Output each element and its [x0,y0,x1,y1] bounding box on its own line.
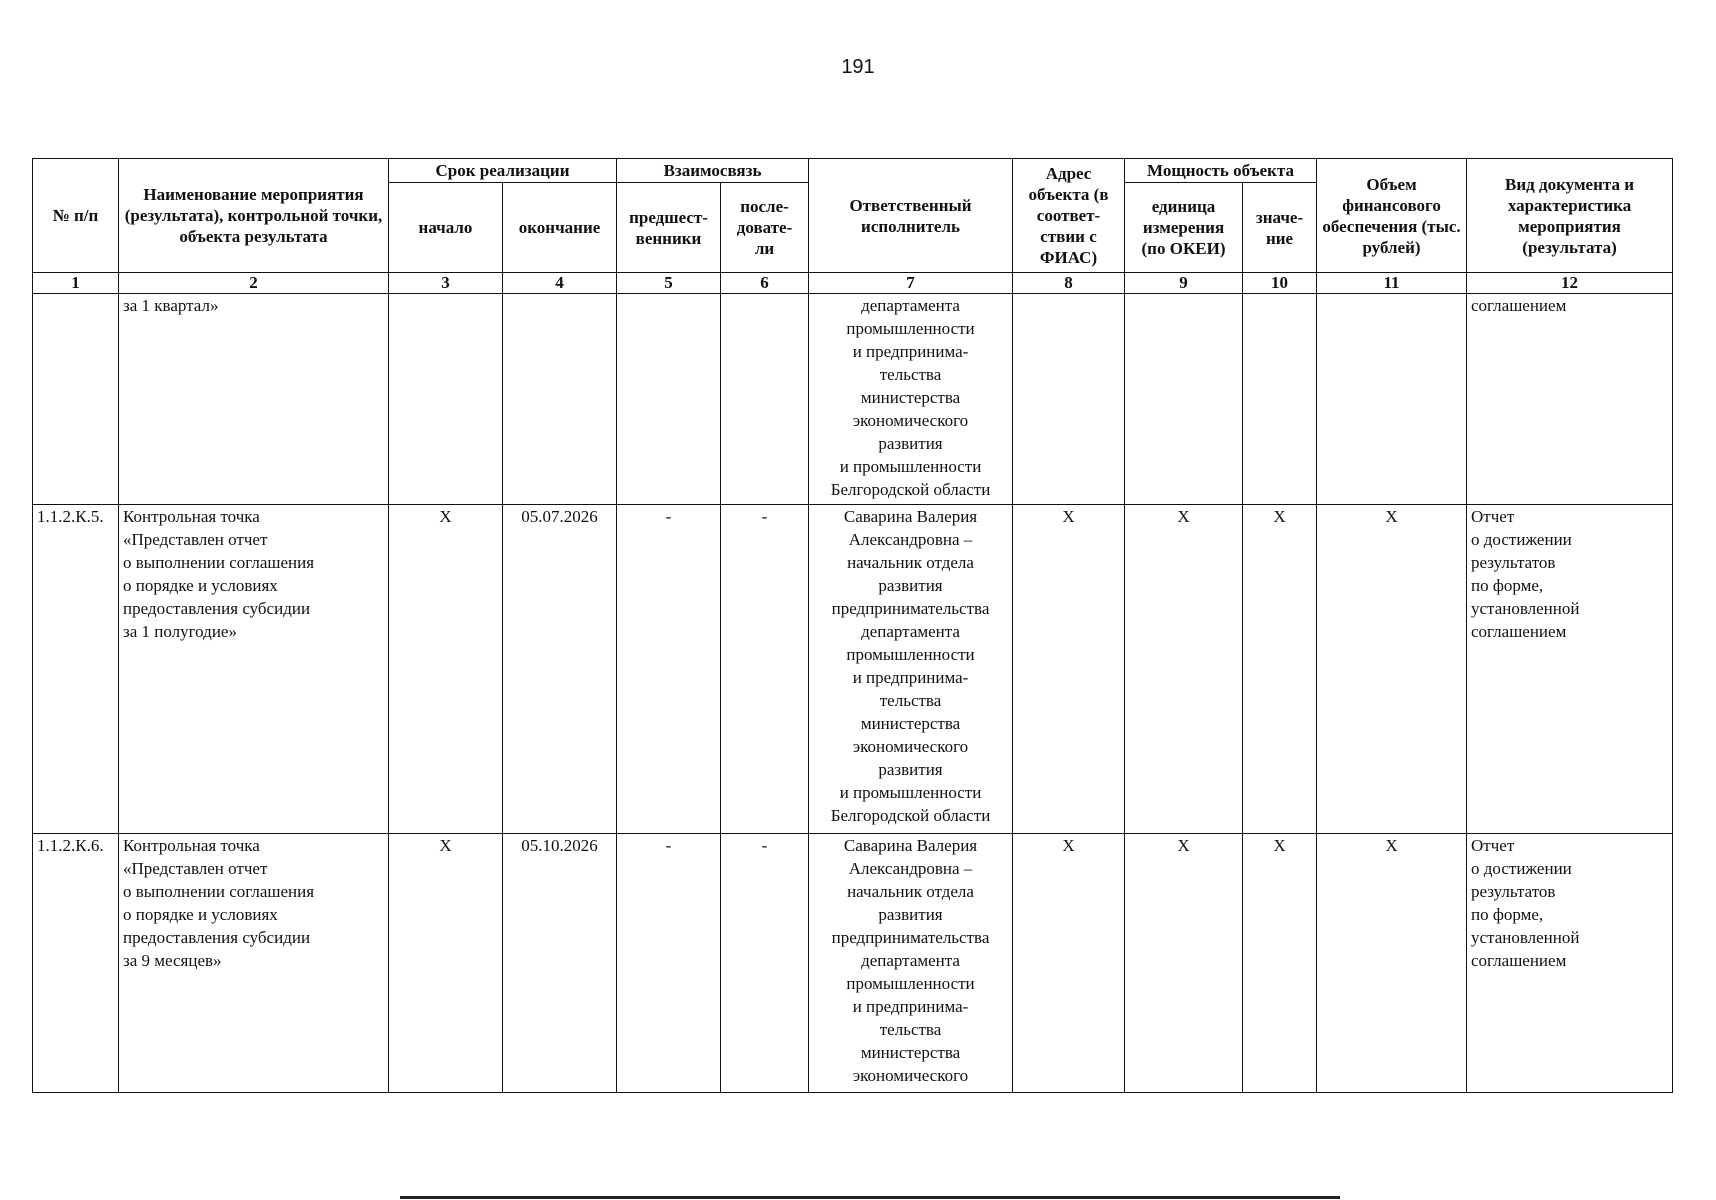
column-number: 9 [1125,273,1243,294]
row-responsible-line: и предпринима- [852,668,969,687]
row-responsible-cell [809,834,1013,1093]
row-end-cell: 05.10.2026 [503,834,617,1093]
row-value-cell: X [1243,834,1317,1093]
row-document-line: по форме, [1471,905,1544,924]
row-number-cell: 1.1.2.К.5. [33,505,119,834]
row-number-cell: 1.1.2.К.6. [33,834,119,1093]
row-financing-cell: X [1317,505,1467,834]
row-responsible-line: развития [878,760,943,779]
row-address-cell [1013,294,1125,505]
row-successors-cell: - [721,505,809,834]
header-name: Наименование мероприятия (результата), контрольной точки, объекта результата [119,159,389,273]
row-responsible-cell [809,294,1013,505]
row-responsible-line: и предпринима- [852,342,969,361]
row-responsible-line: Белгородской области [830,480,991,499]
row-financing-cell: X [1317,834,1467,1093]
row-responsible-line: начальник отдела [847,882,974,901]
row-unit-cell: X [1125,505,1243,834]
row-document-cell [1467,505,1673,834]
row-name-line: за 1 полугодие» [123,622,237,641]
row-document-line: о достижении [1471,530,1572,549]
row-name-line: «Представлен отчет [123,859,268,878]
header-term-group: Срок реализации [389,159,617,183]
header-power-group: Мощность объекта [1125,159,1317,183]
column-number: 4 [503,273,617,294]
row-responsible-line: Александровна – [848,530,973,549]
page-number: 191 [841,56,875,78]
row-name-cell [119,505,389,834]
row-responsible-cell [809,505,1013,834]
scan-edge-line [400,1196,1340,1199]
row-start-cell: X [389,505,503,834]
row-responsible-line: начальник отдела [847,553,974,572]
row-responsible-line: департамента [861,296,960,315]
row-responsible-line: промышленности [846,645,975,664]
row-address-cell: X [1013,505,1125,834]
row-name-line: предоставления субсидии [123,928,311,947]
header-financing: Объем финансового обеспечения (тыс. рублей) [1317,159,1467,273]
row-document-line: соглашением [1471,622,1567,641]
row-document-line: Отчет [1471,507,1515,526]
row-end-cell [503,294,617,505]
row-document-line: результатов [1471,553,1556,572]
table-row [33,294,1673,505]
row-name-line: о порядке и условиях [123,905,278,924]
row-name-line: о выполнении соглашения [123,553,315,572]
row-value-cell: X [1243,505,1317,834]
header-responsible: Ответственный исполнитель [809,159,1013,273]
row-name-line: предоставления субсидии [123,599,311,618]
header-address: Адрес объекта (в соответ- ствии с ФИАС) [1013,159,1125,273]
row-responsible-line: и промышленности [839,783,982,802]
header-successors: после- довате- ли [721,183,809,273]
row-responsible-line: тельства [879,691,942,710]
row-responsible-line: промышленности [846,319,975,338]
row-responsible-line: экономического [852,1066,969,1085]
column-number: 11 [1317,273,1467,294]
header-value: значе- ние [1243,183,1317,273]
row-document-line: Отчет [1471,836,1515,855]
row-document-cell [1467,834,1673,1093]
row-responsible-line: тельства [879,365,942,384]
row-name-cell [119,834,389,1093]
row-responsible-line: предпринимательства [831,928,990,947]
row-responsible-line: Белгородской области [830,806,991,825]
row-successors-cell: - [721,834,809,1093]
row-name-line: о порядке и условиях [123,576,278,595]
column-number: 10 [1243,273,1317,294]
row-responsible-line: промышленности [846,974,975,993]
row-name-line: Контрольная точка [123,507,260,526]
row-document-line: по форме, [1471,576,1544,595]
row-document-line: соглашением [1471,296,1567,315]
column-number: 2 [119,273,389,294]
row-responsible-line: министерства [860,1043,961,1062]
row-number-cell [33,294,119,505]
row-name-cell [119,294,389,505]
header-document: Вид документа и характеристика мероприятия (результата) [1467,159,1673,273]
row-document-line: установленной [1471,599,1580,618]
header-start: начало [389,183,503,273]
row-financing-cell [1317,294,1467,505]
row-responsible-line: предпринимательства [831,599,990,618]
header-link-group: Взаимосвязь [617,159,809,183]
row-name-line: «Представлен отчет [123,530,268,549]
header-predecessors: предшест- венники [617,183,721,273]
header-num: № п/п [33,159,119,273]
row-address-cell: X [1013,834,1125,1093]
row-responsible-line: департамента [861,622,960,641]
row-responsible-line: экономического [852,411,969,430]
column-number: 12 [1467,273,1673,294]
row-responsible-line: министерства [860,714,961,733]
row-name-line: о выполнении соглашения [123,882,315,901]
row-unit-cell [1125,294,1243,505]
row-responsible-line: Саварина Валерия [843,507,978,526]
row-predecessors-cell: - [617,505,721,834]
row-predecessors-cell: - [617,834,721,1093]
row-document-cell [1467,294,1673,505]
row-responsible-line: развития [878,434,943,453]
row-responsible-line: развития [878,576,943,595]
row-document-line: соглашением [1471,951,1567,970]
row-responsible-line: и промышленности [839,457,982,476]
column-number: 1 [33,273,119,294]
row-start-cell: X [389,834,503,1093]
table-row [33,834,1673,1093]
row-end-cell: 05.07.2026 [503,505,617,834]
column-number: 7 [809,273,1013,294]
row-start-cell [389,294,503,505]
row-name-line: Контрольная точка [123,836,260,855]
column-number: 3 [389,273,503,294]
row-document-line: результатов [1471,882,1556,901]
row-responsible-line: министерства [860,388,961,407]
column-number: 8 [1013,273,1125,294]
row-name-line: за 9 месяцев» [123,951,222,970]
plan-table [32,158,1673,1093]
table-body [33,294,1673,1093]
row-unit-cell: X [1125,834,1243,1093]
column-number: 6 [721,273,809,294]
row-responsible-line: экономического [852,737,969,756]
column-number-row [33,273,1673,294]
column-number: 5 [617,273,721,294]
row-document-line: установленной [1471,928,1580,947]
header-unit: единица измерения (по ОКЕИ) [1125,183,1243,273]
row-responsible-line: и предпринима- [852,997,969,1016]
row-responsible-line: Саварина Валерия [843,836,978,855]
row-document-line: о достижении [1471,859,1572,878]
row-responsible-line: развития [878,905,943,924]
row-responsible-line: департамента [861,951,960,970]
row-responsible-line: тельства [879,1020,942,1039]
row-value-cell [1243,294,1317,505]
row-successors-cell [721,294,809,505]
table-row [33,505,1673,834]
row-name-line: за 1 квартал» [123,296,219,315]
header-end: окончание [503,183,617,273]
row-predecessors-cell [617,294,721,505]
row-responsible-line: Александровна – [848,859,973,878]
